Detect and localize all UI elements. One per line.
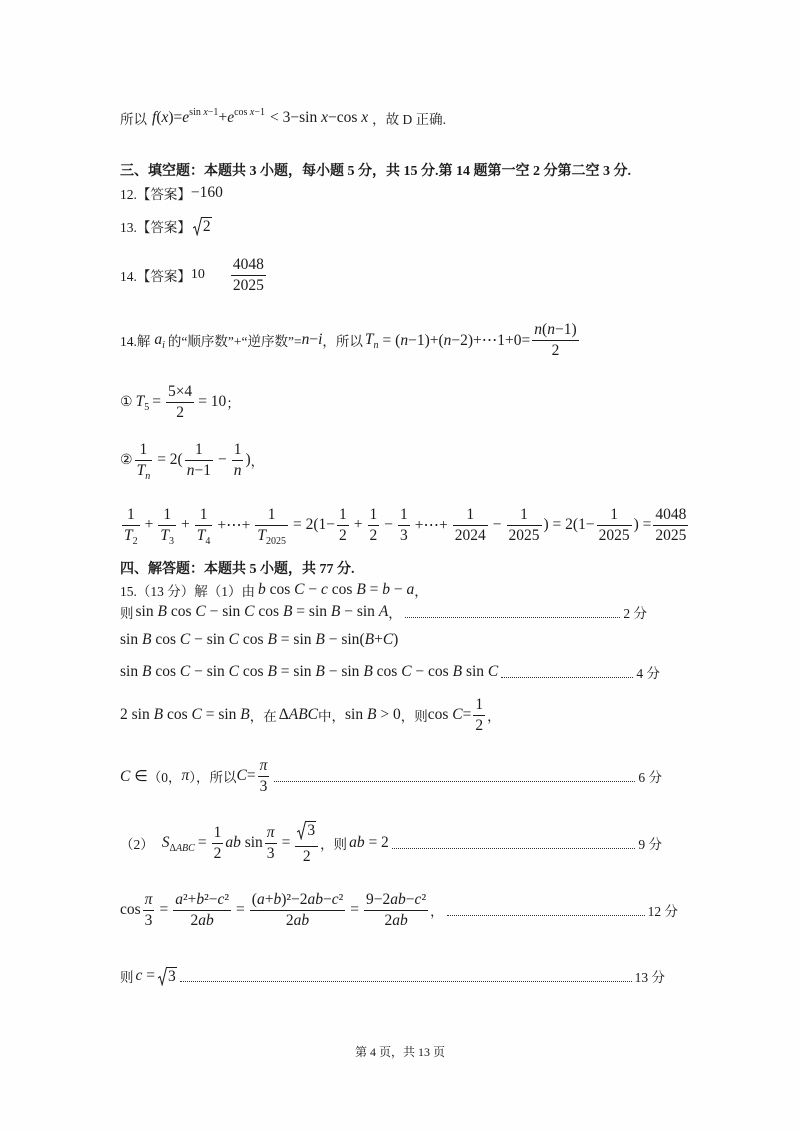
denominator: 2ab bbox=[190, 911, 214, 929]
numerator bbox=[265, 824, 277, 844]
math-variable: C bbox=[452, 706, 463, 723]
q14-label: 14.【答案】 bbox=[120, 269, 191, 284]
section-4-heading bbox=[120, 557, 355, 579]
fraction-1-over-T2025 bbox=[255, 506, 288, 545]
math-variable: B bbox=[267, 631, 277, 648]
math-variable: i bbox=[318, 331, 323, 348]
middle-text: 中， bbox=[318, 709, 346, 724]
math-variable: x bbox=[249, 107, 255, 118]
equals-sign: = bbox=[236, 901, 245, 918]
triangle-abc: ΔABC bbox=[278, 706, 319, 723]
given-equation: b cos C − c cos B = b − a bbox=[258, 581, 415, 598]
fraction-1-over-T4 bbox=[195, 506, 213, 545]
equals-two-paren: = 2( bbox=[157, 451, 183, 468]
math-variable: c bbox=[321, 581, 328, 598]
dot-leader bbox=[447, 915, 645, 916]
math-variable: n bbox=[186, 461, 195, 479]
math-variable: a bbox=[154, 331, 163, 348]
math-variable: B bbox=[267, 663, 277, 680]
plus-e: +e bbox=[218, 109, 235, 126]
math-variable: n bbox=[233, 461, 242, 479]
radicand: 3 bbox=[168, 967, 176, 985]
denominator bbox=[195, 526, 213, 545]
ab-equals-2: ab = 2 bbox=[349, 834, 389, 851]
numerator: n(n−1) bbox=[532, 321, 578, 341]
sine-rule-equation: sin B cos C − sin C cos B = sin B − sin A bbox=[135, 603, 389, 620]
plus-ellipsis-operator: +⋯+ bbox=[414, 516, 448, 534]
close-equals: ) = bbox=[633, 516, 652, 533]
math-variable: a bbox=[175, 890, 183, 908]
denominator: 2025 bbox=[508, 526, 540, 544]
interval-open: （0， bbox=[147, 770, 182, 785]
q12-answer: −160 bbox=[190, 184, 223, 201]
math-variable: c bbox=[414, 890, 422, 908]
math-variable: ab bbox=[198, 911, 214, 929]
fraction-expanded bbox=[250, 891, 346, 930]
math-variable: B bbox=[315, 631, 325, 648]
denominator: 2ab bbox=[384, 911, 408, 929]
math-variable: B bbox=[282, 603, 293, 620]
math-variable: C bbox=[401, 663, 412, 680]
math-variable: T bbox=[257, 526, 266, 544]
equals-sign: = bbox=[152, 393, 161, 410]
math-variable: ab bbox=[392, 911, 408, 929]
then-text: 则 bbox=[120, 606, 134, 621]
circled-one-marker: ① bbox=[120, 394, 133, 410]
radical-sign bbox=[297, 821, 306, 840]
math-variable: x bbox=[203, 107, 208, 118]
denominator: 3 bbox=[259, 777, 268, 795]
fraction-1-over-2024 bbox=[453, 506, 488, 545]
fraction-1-over-T2 bbox=[122, 506, 140, 545]
denominator: 2024 bbox=[454, 526, 486, 544]
denominator: 3 bbox=[144, 911, 153, 929]
fraction-1-over-Tn bbox=[135, 441, 153, 480]
math-variable: C bbox=[294, 581, 305, 598]
denominator: 3 bbox=[400, 526, 408, 544]
sinb-positive: sin B > 0 bbox=[345, 706, 401, 723]
q12-label: 12.【答案】 bbox=[120, 187, 191, 202]
math-variable: a bbox=[406, 581, 415, 598]
numerator: 4048 bbox=[653, 506, 688, 526]
q14-blank1: 10 bbox=[190, 267, 205, 282]
math-variable: T bbox=[135, 393, 145, 410]
math-variable: b bbox=[382, 581, 391, 598]
c-equals: C= bbox=[236, 767, 256, 784]
c-in: C ∈ bbox=[120, 767, 148, 785]
subscript: 2025 bbox=[265, 535, 286, 547]
dot-leader bbox=[274, 781, 635, 782]
math-variable: B bbox=[330, 603, 341, 620]
equals-sign: = bbox=[159, 901, 169, 918]
part2-line3 bbox=[120, 964, 665, 988]
q14-answer-line bbox=[120, 255, 268, 295]
close-paren: ) bbox=[245, 451, 251, 468]
T-symbol bbox=[160, 527, 169, 544]
math-variable: C bbox=[179, 631, 191, 648]
circled-two-marker: ② bbox=[120, 452, 133, 468]
math-variable: n bbox=[534, 320, 543, 338]
math-variable: T bbox=[364, 331, 374, 348]
fraction-n-n-minus-1-over-2 bbox=[532, 321, 578, 360]
radical-sign bbox=[193, 217, 202, 236]
exponent-cos: cos x−1 bbox=[234, 107, 266, 118]
math-variable: c bbox=[217, 890, 225, 908]
then-text: 则 bbox=[120, 970, 134, 985]
score-label: 6 分 bbox=[638, 770, 662, 785]
math-variable: c bbox=[331, 890, 339, 908]
math-variable: C bbox=[487, 663, 499, 680]
part1-line5 bbox=[120, 755, 662, 797]
numerator: 4048 bbox=[231, 256, 266, 276]
fraction-pi-over-3 bbox=[265, 824, 277, 863]
math-variable: a bbox=[256, 890, 265, 908]
T-symbol bbox=[257, 527, 266, 544]
square-root bbox=[158, 967, 177, 986]
math-variable: B bbox=[363, 663, 373, 680]
part1-line2 bbox=[120, 628, 398, 652]
subscript: 2 bbox=[132, 535, 138, 547]
numerator: 1 bbox=[368, 506, 380, 526]
ab-sin: ab sin bbox=[225, 834, 263, 851]
then-text: ，则 bbox=[320, 837, 348, 852]
math-variable: B bbox=[315, 663, 325, 680]
math-variable: B bbox=[240, 706, 250, 723]
semicolon: ； bbox=[226, 396, 240, 411]
math-variable: C bbox=[236, 767, 247, 784]
math-variable: x bbox=[321, 109, 328, 126]
fraction-1-over-T3 bbox=[158, 506, 176, 545]
fraction-sqrt3-over-2 bbox=[295, 821, 318, 866]
subscript-i bbox=[162, 340, 165, 351]
part2-line1 bbox=[120, 821, 662, 865]
math-variable: B bbox=[157, 603, 167, 620]
substitution-equation: sin B cos C − sin C cos B = sin B − sin(B+C) bbox=[120, 631, 399, 648]
math-variable: n bbox=[400, 331, 409, 349]
math-variable: n bbox=[145, 470, 151, 482]
math-variable: C bbox=[179, 663, 191, 680]
numerator bbox=[258, 757, 270, 777]
part-2-label: （2） bbox=[120, 837, 154, 852]
numerator: 1 bbox=[195, 506, 213, 526]
numerator bbox=[295, 821, 318, 847]
q13-answer-line bbox=[120, 212, 212, 240]
math-variable: c bbox=[135, 967, 143, 984]
math-variable: B bbox=[364, 631, 375, 648]
equals-sign: = bbox=[197, 834, 207, 851]
math-variable: x bbox=[361, 109, 369, 126]
math-variable: x bbox=[161, 109, 169, 126]
T-symbol bbox=[137, 462, 146, 479]
in-text: ，在 bbox=[249, 709, 277, 724]
math-variable: C bbox=[120, 767, 131, 785]
math-variable: C bbox=[195, 603, 206, 620]
S-symbol bbox=[162, 834, 170, 851]
q12-answer-line bbox=[120, 181, 223, 205]
cos-function: cos bbox=[120, 901, 141, 918]
close-equals-two-one-minus: ) = 2(1− bbox=[543, 516, 595, 533]
sum-expression: = (n−1)+(n−2)+⋯1+0= bbox=[382, 331, 531, 349]
dot-leader bbox=[180, 981, 632, 982]
radical-sign bbox=[158, 967, 167, 986]
section-4-heading-text: 四、解答题：本题共 5 小题，共 77 分. bbox=[120, 562, 355, 577]
section-3-heading-text: 三、填空题：本题共 3 小题，每小题 5 分，共 15 分.第 14 题第一空 2 分第二空 3 分. bbox=[120, 164, 631, 179]
section-3-heading bbox=[120, 158, 631, 182]
q14-blank2-fraction bbox=[231, 256, 266, 295]
T-symbol bbox=[124, 527, 133, 544]
inequality-expression bbox=[152, 109, 368, 127]
math-variable: C bbox=[228, 663, 240, 680]
denominator: 3 bbox=[266, 844, 275, 862]
math-variable: ABC bbox=[175, 843, 195, 854]
area-symbol bbox=[162, 834, 195, 852]
fraction-5x4-over-2 bbox=[166, 383, 194, 422]
dot-leader bbox=[392, 848, 636, 849]
q15-intro-line bbox=[120, 579, 428, 601]
denominator: 2 bbox=[176, 403, 184, 421]
numerator: 1 bbox=[158, 506, 176, 526]
square-root bbox=[193, 217, 212, 236]
therefore-text: ，所以 bbox=[322, 334, 363, 349]
denominator: 2 bbox=[339, 526, 347, 544]
score-label: 12 分 bbox=[647, 904, 678, 919]
conclusion-text: ，故 D 正确. bbox=[372, 112, 447, 127]
plus-operator: + bbox=[181, 516, 190, 533]
numerator bbox=[143, 891, 155, 911]
score-label: 13 分 bbox=[634, 970, 665, 985]
score-label: 4 分 bbox=[636, 666, 660, 681]
minus-operator: − bbox=[217, 451, 227, 468]
step-1-line bbox=[120, 382, 240, 422]
math-variable: T bbox=[160, 526, 169, 544]
radicand: 3 bbox=[307, 821, 316, 839]
denominator: 2 bbox=[302, 847, 311, 865]
math-variable: S bbox=[161, 834, 170, 851]
fraction-1-over-3 bbox=[398, 506, 410, 545]
fraction-1-over-n bbox=[232, 441, 244, 480]
math-variable: n bbox=[547, 320, 555, 338]
radicand: 2 bbox=[202, 217, 211, 235]
denominator: 2 bbox=[551, 341, 560, 359]
telescoping-sum-line bbox=[120, 502, 690, 548]
denominator: 2025 bbox=[598, 526, 630, 544]
score-label: 9 分 bbox=[638, 837, 662, 852]
pi-symbol bbox=[181, 767, 189, 785]
conclusion-line bbox=[120, 103, 446, 133]
subscript-n bbox=[145, 471, 150, 482]
denominator bbox=[135, 461, 153, 480]
math-variable: b bbox=[196, 890, 205, 908]
f-lhs: f(x)=e bbox=[152, 109, 190, 126]
fraction-cosine-rule bbox=[173, 891, 231, 930]
fraction-4048-over-2025 bbox=[653, 506, 688, 545]
comma: ， bbox=[487, 709, 501, 724]
numerator: 9−2ab−c² bbox=[364, 891, 428, 911]
numerator: 1 bbox=[453, 506, 488, 526]
math-variable: C bbox=[191, 706, 202, 723]
T-symbol bbox=[365, 331, 374, 348]
denominator bbox=[255, 526, 288, 545]
math-variable: n bbox=[301, 331, 310, 348]
plus-ellipsis-operator: +⋯+ bbox=[217, 516, 251, 534]
math-variable: ab bbox=[293, 911, 310, 929]
math-variable: ab bbox=[225, 834, 241, 851]
math-variable: B bbox=[141, 663, 152, 680]
dot-leader bbox=[501, 677, 633, 678]
math-variable: B bbox=[356, 581, 366, 598]
comma: ， bbox=[430, 904, 444, 919]
solution-label: 14.解 bbox=[120, 334, 151, 349]
square-root bbox=[297, 821, 316, 840]
subscript: 4 bbox=[205, 535, 211, 547]
T-symbol bbox=[136, 393, 145, 410]
order-count-text: 的“顺序数”+“逆序数”= bbox=[167, 334, 302, 349]
equals-two-one-minus: = 2(1− bbox=[292, 516, 336, 533]
math-variable: i bbox=[162, 340, 165, 351]
math-variable: π bbox=[266, 823, 275, 841]
numerator: 1 bbox=[473, 696, 485, 716]
c-equals: c = bbox=[135, 967, 156, 984]
therefore-text: 所以 bbox=[120, 112, 147, 127]
math-variable: b bbox=[258, 581, 266, 598]
fraction-1-over-2 bbox=[368, 506, 380, 545]
fraction-1-over-2 bbox=[337, 506, 349, 545]
plus-operator: + bbox=[353, 516, 363, 533]
math-variable: C bbox=[382, 631, 394, 648]
then-text: ，则 bbox=[400, 709, 428, 724]
denominator: 2025 bbox=[655, 526, 687, 544]
expansion-equation: sin B cos C − sin C cos B = sin B − sin B cos C − cos B sin C bbox=[120, 663, 499, 680]
denominator bbox=[158, 526, 176, 545]
a-sub-i bbox=[154, 331, 165, 349]
fraction-1-over-2 bbox=[473, 696, 485, 735]
plus-operator: + bbox=[144, 516, 154, 533]
minus-operator: − bbox=[492, 516, 502, 533]
denominator: 2025 bbox=[232, 276, 264, 294]
subscript: 3 bbox=[169, 535, 174, 547]
denominator: 2 bbox=[213, 844, 222, 862]
numerator: 1 bbox=[337, 506, 349, 526]
n-minus-i: n−i bbox=[301, 331, 323, 348]
page-footer: 第 4 页，共 13 页 bbox=[354, 1045, 445, 1059]
math-variable: f bbox=[152, 109, 157, 126]
numerator: 1 bbox=[232, 441, 244, 461]
numerator: 1 bbox=[255, 506, 288, 526]
cos-c-equals: cos C= bbox=[427, 706, 472, 723]
T-sub-5 bbox=[136, 393, 150, 411]
T-sub-n bbox=[365, 331, 379, 349]
numerator: 1 bbox=[507, 506, 542, 526]
denominator: n−1 bbox=[186, 461, 211, 479]
math-variable: T bbox=[124, 526, 133, 544]
numerator: 5×4 bbox=[166, 383, 194, 403]
math-variable: C bbox=[228, 631, 240, 648]
comma: ， bbox=[388, 606, 402, 621]
numerator: 1 bbox=[135, 441, 153, 461]
step-1-result: = 10 bbox=[198, 393, 227, 410]
math-variable: B bbox=[366, 706, 377, 723]
denominator: 2 bbox=[369, 526, 378, 544]
math-variable: n bbox=[373, 340, 379, 351]
a-symbol bbox=[154, 331, 162, 348]
math-variable: π bbox=[144, 890, 153, 908]
q13-label: 13.【答案】 bbox=[120, 220, 191, 235]
math-variable: π bbox=[259, 756, 268, 774]
denominator: 2ab bbox=[285, 911, 310, 929]
numerator: 1 bbox=[185, 441, 213, 461]
part2-line2 bbox=[120, 888, 678, 932]
denominator: 2 bbox=[475, 716, 484, 734]
math-variable: B bbox=[141, 631, 152, 648]
math-variable: ab bbox=[390, 890, 406, 908]
math-variable: B bbox=[153, 706, 164, 723]
dot-leader bbox=[405, 617, 621, 618]
math-variable: ab bbox=[349, 834, 365, 851]
fraction-substituted bbox=[364, 891, 428, 930]
score-label: 2 分 bbox=[623, 606, 647, 621]
math-variable: e bbox=[227, 109, 235, 126]
q15-intro-text: 15.（13 分）解（1）由 bbox=[120, 584, 255, 599]
math-variable: b bbox=[273, 890, 282, 908]
math-variable: A bbox=[378, 603, 389, 620]
fraction-1-over-n-minus-1 bbox=[185, 441, 213, 480]
math-variable: ABC bbox=[288, 706, 319, 723]
math-variable: B bbox=[452, 663, 463, 680]
comma: ， bbox=[414, 584, 428, 599]
fraction-pi-over-3 bbox=[258, 757, 270, 796]
simplified-equation: 2 sin B cos C = sin B bbox=[120, 706, 250, 723]
numerator: 1 bbox=[597, 506, 632, 526]
math-variable: T bbox=[196, 526, 206, 544]
math-variable: n bbox=[443, 331, 452, 349]
numerator: 1 bbox=[212, 824, 224, 844]
math-variable: C bbox=[244, 603, 255, 620]
numerator: (a+b)²−2ab−c² bbox=[250, 891, 346, 911]
equals-sign: = bbox=[281, 834, 291, 851]
step-2-line bbox=[120, 437, 264, 483]
fraction-pi-over-3 bbox=[143, 891, 155, 930]
exponent-sin: sin x−1 bbox=[189, 107, 219, 118]
minus-operator: − bbox=[384, 516, 394, 533]
interval-close-therefore: ），所以 bbox=[189, 770, 237, 785]
math-variable: T bbox=[136, 461, 146, 479]
numerator: 1 bbox=[122, 506, 140, 526]
subscript-5: 5 bbox=[144, 402, 150, 413]
fraction-1-over-2 bbox=[212, 824, 224, 863]
part1-line3 bbox=[120, 660, 660, 684]
subscript-triangle: ΔABC bbox=[169, 843, 195, 854]
math-variable: e bbox=[182, 109, 190, 126]
math-variable: ab bbox=[307, 890, 323, 908]
q14-solution-line bbox=[120, 318, 581, 362]
math-variable: π bbox=[181, 767, 190, 784]
comma: ， bbox=[250, 454, 265, 469]
denominator bbox=[232, 461, 244, 480]
numerator: 1 bbox=[398, 506, 410, 526]
part1-line4 bbox=[120, 694, 501, 736]
subscript-n bbox=[374, 340, 379, 351]
fraction-1-over-2025 bbox=[597, 506, 632, 545]
inequality-rhs: < 3−sin x−cos x bbox=[270, 109, 369, 126]
equals-sign: = bbox=[350, 901, 360, 918]
part1-line1 bbox=[120, 601, 647, 623]
numerator: a²+b²−c² bbox=[173, 891, 231, 911]
denominator bbox=[122, 526, 140, 545]
fraction-1-over-2025 bbox=[507, 506, 542, 545]
